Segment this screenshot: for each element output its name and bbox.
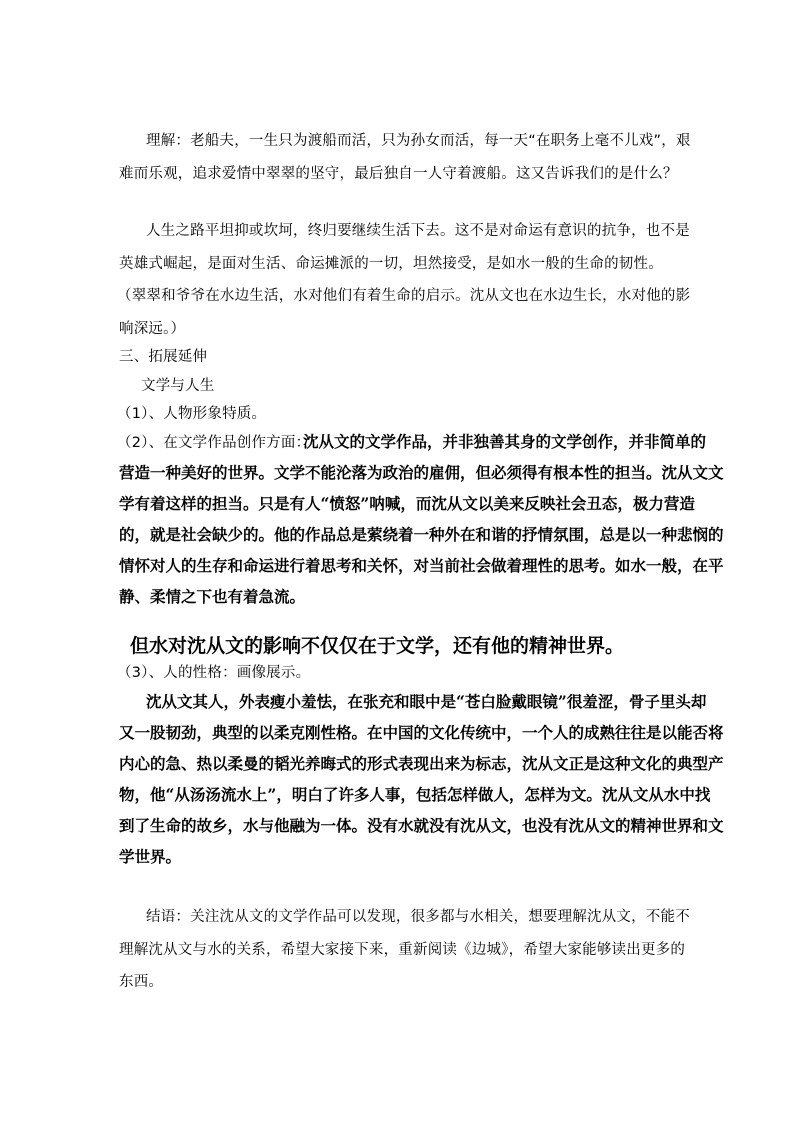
item-2-line-4: 的，就是社会缺少的。他的作品总是萦绕着一种外在和谐的抒情氛围，总是以一种悲悯的: [119, 525, 724, 544]
character-line-6: 学世界。: [119, 847, 182, 866]
item-3: （3）、人的性格：画像展示。: [117, 665, 311, 681]
character-line-4: 物，他“从汤汤流水上”，明白了许多人事，包括怎样做人，怎样为文。沈从文从水中找: [119, 785, 711, 804]
topic-heading: 文学与人生: [141, 378, 215, 394]
item-2-line-2: 营造一种美好的世界。文学不能沦落为政治的雇佣，但必须得有根本性的担当。沈从文文: [119, 463, 724, 482]
character-line-1: 沈从文其人，外表瘦小羞怯，在张充和眼中是“苍白脸戴眼镜”很羞涩，骨子里头却: [146, 692, 707, 711]
item-2-line-1: 沈从文的文学作品，并非独善其身的文学创作，并非简单的: [303, 432, 707, 451]
section-heading: 三、拓展延伸: [119, 349, 208, 365]
note-line-1: （翠翠和爷爷在水边生活，水对他们有着生命的启示。沈从文也在水边生长，水对他的影: [117, 288, 691, 304]
item-2-line-6: 静、柔情之下也有着急流。: [119, 587, 306, 606]
character-line-2: 又一股韧劲，典型的以柔克刚性格。在中国的文化传统中，一个人的成熟往往是以能否将: [119, 723, 724, 742]
understanding-line-1: 理解：老船夫，一生只为渡船而活，只为孙女而活，每一天“在职务上毫不儿戏”，艰: [146, 133, 691, 149]
character-line-5: 到了生命的故乡，水与他融为一体。没有水就没有沈从文，也没有沈从文的精神世界和文: [119, 816, 724, 835]
item-2-line-5: 情怀对人的生存和命运进行着思考和关怀，对当前社会做着理性的思考。如水一般，在平: [119, 556, 724, 575]
item-2-line-3: 学有着这样的担当。只是有人“愤怒”呐喊，而沈从文以美来反映社会丑态，极力营造: [119, 494, 695, 513]
conclusion-line-2: 理解沈从文与水的关系，希望大家接下来，重新阅读《边城》，希望大家能够读出更多的: [119, 942, 686, 958]
understanding-line-2: 难而乐观，追求爱情中翠翠的坚守，最后独自一人守着渡船。这又告诉我们的是什么？: [119, 166, 678, 182]
item-1: （1）、人物形象特质。: [117, 406, 267, 422]
item-2-label: （2）、在文学作品创作方面：: [117, 435, 311, 451]
conclusion-line-1: 结语：关注沈从文的文学作品可以发现，很多都与水相关，想要理解沈从文，不能不: [146, 909, 690, 925]
highlight-sentence: 但水对沈从文的影响不仅仅在于文学，还有他的精神世界。: [130, 635, 625, 657]
character-line-3: 内心的急、热以柔曼的韬光养晦式的形式表现出来为标志，沈从文正是这种文化的典型产: [119, 754, 724, 773]
note-line-2: 响深远。）: [119, 321, 186, 337]
conclusion-line-3: 东西。: [119, 974, 164, 990]
life-path-line-1: 人生之路平坦抑或坎坷，终归要继续生活下去。这不是对命运有意识的抗争，也不是: [146, 223, 690, 239]
life-path-line-2: 英雄式崛起，是面对生活、命运摊派的一切，坦然接受，是如水一般的生命的韧性。: [119, 256, 663, 272]
